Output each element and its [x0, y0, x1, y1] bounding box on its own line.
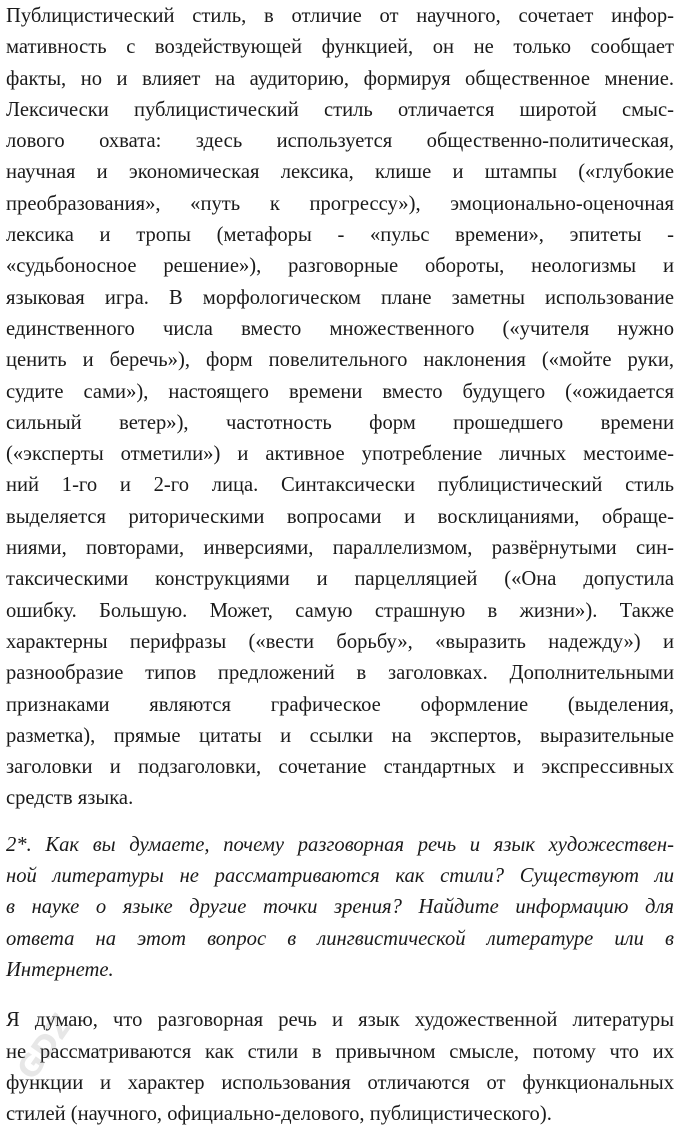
answer-paragraph — [6, 1005, 674, 1130]
publicistic-style-paragraph — [6, 0, 674, 815]
text-line: признаками являются графическое оформление (выделения, — [6, 693, 674, 716]
text-line: разнообразие типов предложений в заголовках. Дополнительными — [6, 662, 674, 685]
text-line: ошибку. Большую. Может, самую страшную в жизни»). Также — [6, 599, 674, 622]
text-line: преобразования», «путь к прогрессу»), эмоционально-оценочная — [6, 192, 674, 215]
text-line: Я думаю, что разговорная речь и язык художественной литературы — [6, 1009, 674, 1032]
text-line: ной литературы не рассматриваются как стили? Существуют ли — [6, 865, 674, 888]
text-line: ний 1-го и 2-го лица. Синтаксически публицистический стиль — [6, 474, 674, 497]
text-line: не рассматриваются как стили в привычном смысле, потому что их — [6, 1040, 674, 1063]
text-line: сильный ветер»), частотность форм прошедшего времени — [6, 411, 674, 434]
text-line: средств языка. — [6, 787, 134, 810]
text-line: «судьбоносное решение»), разговорные обороты, неологизмы и — [6, 255, 674, 278]
text-line: Интернете. — [6, 958, 114, 981]
text-line: языковая игра. В морфологическом плане заметны использование — [6, 286, 674, 309]
text-line: в науке о языке другие точки зрения? Найдите информацию для — [6, 896, 674, 919]
text-line: Публицистический стиль, в отличие от научного, сочетает инфор- — [6, 5, 674, 27]
text-line: факты, но и влияет на аудиторию, формируя общественное мнение. — [6, 67, 674, 90]
text-line: выделяется риторическими вопросами и восклицаниями, обраще- — [6, 505, 674, 528]
text-line: 2*. Как вы думаете, почему разговорная речь и язык художествен- — [6, 833, 674, 856]
text-line: характерны перифразы («вести борьбу», «выразить надежду») и — [6, 630, 674, 653]
watermark-logo: GDZ — [10, 1007, 81, 1087]
text-line: таксическими конструкциями и парцелляцией («Она допустила — [6, 568, 674, 591]
text-line: ниями, повторами, инверсиями, параллелизмом, развёрнутыми син- — [6, 537, 674, 560]
text-line: Лексически публицистический стиль отличается широтой смыс- — [6, 98, 674, 121]
text-line: стилей (научного, официально-делового, публицистического). — [6, 1103, 552, 1126]
text-line: лексика и тропы (метафоры - «пульс времени», эпитеты - — [6, 224, 674, 247]
text-line: ответа на этот вопрос в лингвистической литературе или в — [6, 927, 674, 950]
question-2 — [6, 830, 674, 986]
text-line: заголовки и подзаголовки, сочетание стандартных и экспрессивных — [6, 756, 674, 779]
text-line: («эксперты отметили») и активное употребление личных местоиме- — [6, 443, 674, 466]
text-line: разметка), прямые цитаты и ссылки на экспертов, выразительные — [6, 724, 674, 747]
textbook-page — [6, 0, 674, 1130]
text-line: единственного числа вместо множественного («учителя нужно — [6, 317, 674, 340]
text-line: судите сами»), настоящего времени вместо будущего («ожидается — [6, 380, 674, 403]
text-line: функции и характер использования отличаются от функциональных — [6, 1071, 674, 1094]
text-line: ценить и беречь»), форм повелительного наклонения («мойте руки, — [6, 349, 674, 372]
text-line: научная и экономическая лексика, клише и штампы («глубокие — [6, 161, 674, 184]
text-line: лового охвата: здесь используется общественно-политическая, — [6, 130, 674, 153]
text-line: мативность с воздействующей функцией, он не только сообщает — [6, 36, 674, 59]
